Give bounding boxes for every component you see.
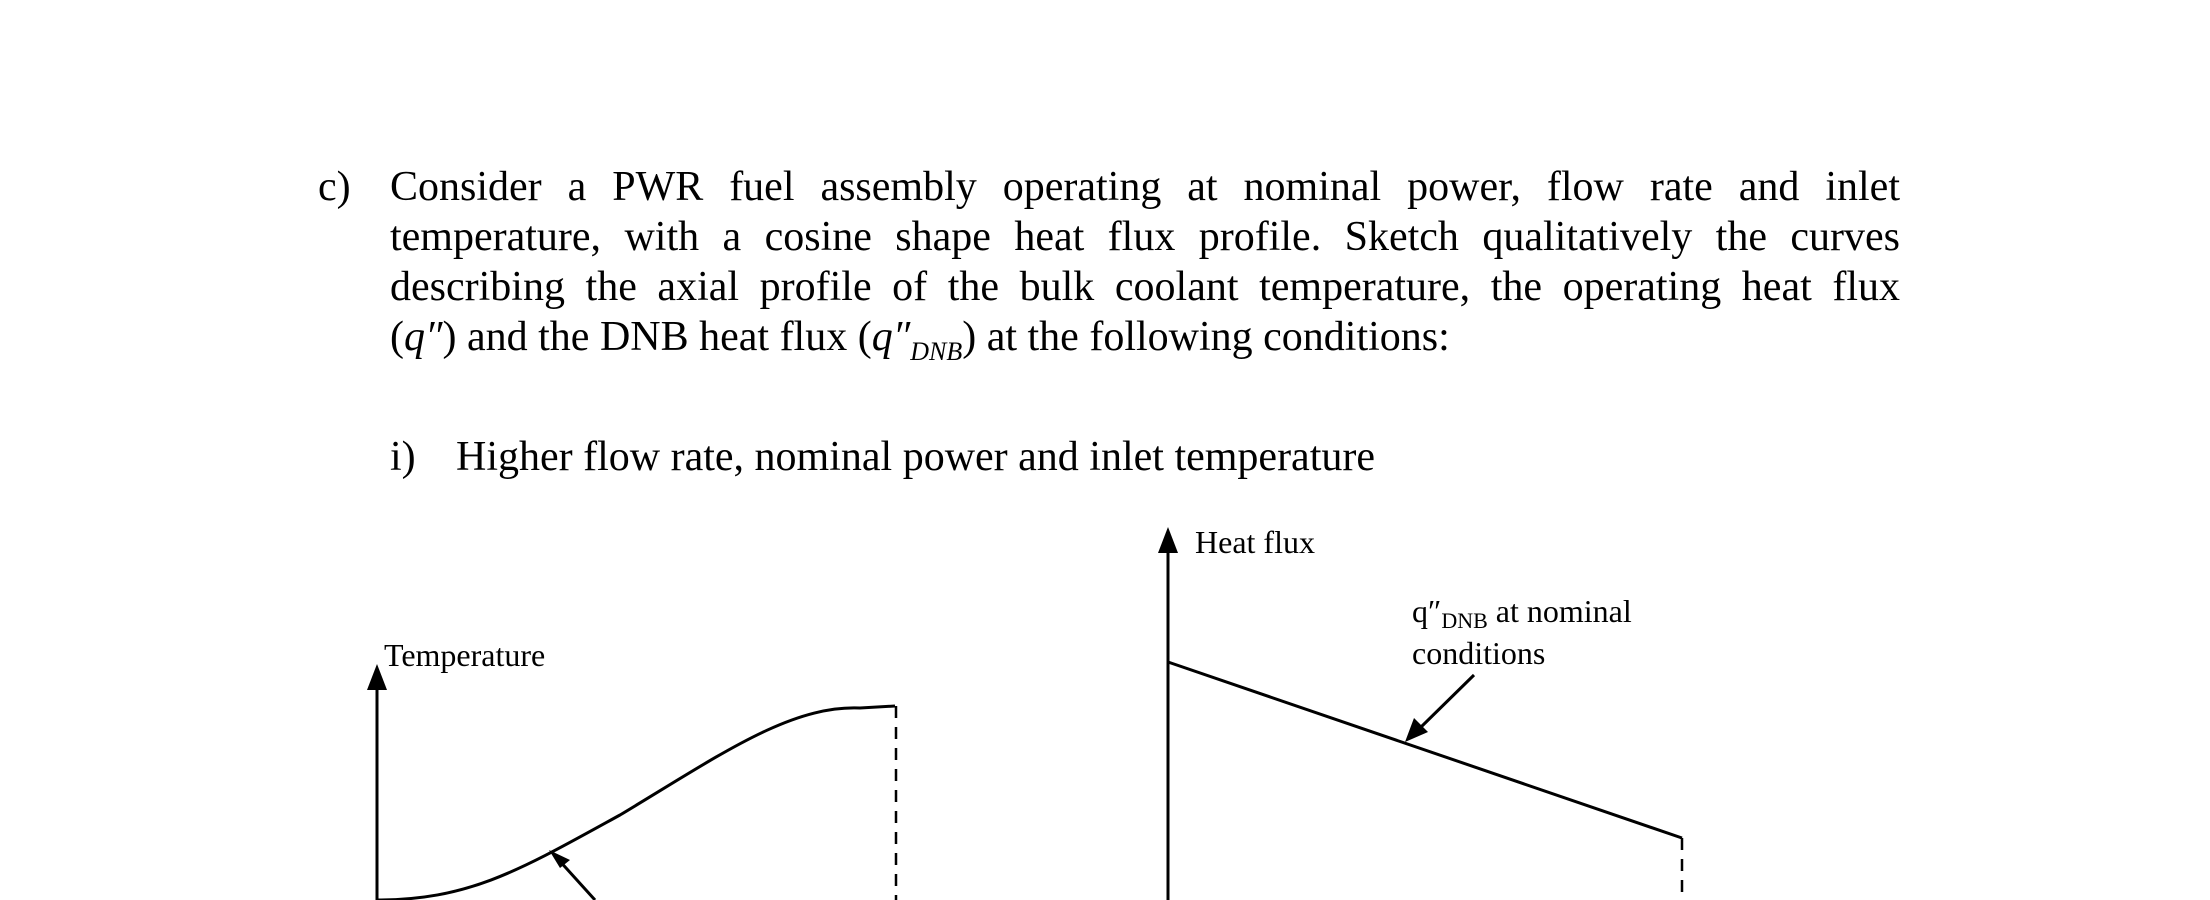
q-dnb-subscript: DNB	[910, 337, 963, 366]
question-line-3: describing the axial profile of the bulk coolant temperature, the operating heat flux	[390, 264, 1900, 310]
question-line-2: temperature, with a cosine shape heat flux profile. Sketch qualitatively the curves	[390, 214, 1900, 260]
line4-mid: ) and the DNB heat flux (	[442, 314, 872, 360]
line4-end: ) at the following conditions:	[962, 314, 1450, 360]
temperature-figure	[367, 637, 896, 900]
q-dnb-symbol: q″	[871, 314, 911, 360]
q-dnb-annotation-line-2: conditions	[1412, 635, 1546, 671]
subquestion-text: Higher flow rate, nominal power and inlet temperature	[456, 434, 1375, 480]
heat-flux-axis-arrowhead	[1158, 527, 1178, 553]
subquestion-number: i)	[390, 434, 416, 480]
temperature-pointer-arrowhead	[549, 850, 570, 868]
q-dnb-annotation-line-1	[1412, 593, 1632, 633]
bulk-coolant-temperature-curve	[377, 706, 895, 900]
question-line-1: Consider a PWR fuel assembly operating at nominal power, flow rate and inlet	[390, 164, 1900, 210]
q-dnb-annotation-rest: at nominal	[1487, 593, 1632, 629]
question-letter: c)	[318, 164, 351, 210]
q-dnb-annotation-q: q″	[1412, 593, 1442, 629]
heat-flux-figure	[1158, 524, 1682, 900]
heat-flux-axis-label: Heat flux	[1195, 524, 1315, 560]
q-dnb-annotation-subscript: DNB	[1441, 608, 1488, 633]
q-dnb-pointer-arrow	[1420, 675, 1474, 728]
paren-open: (	[390, 314, 404, 360]
temperature-axis-label: Temperature	[384, 637, 546, 673]
q-dnb-nominal-line	[1168, 662, 1682, 838]
q-symbol: q″	[404, 314, 443, 360]
